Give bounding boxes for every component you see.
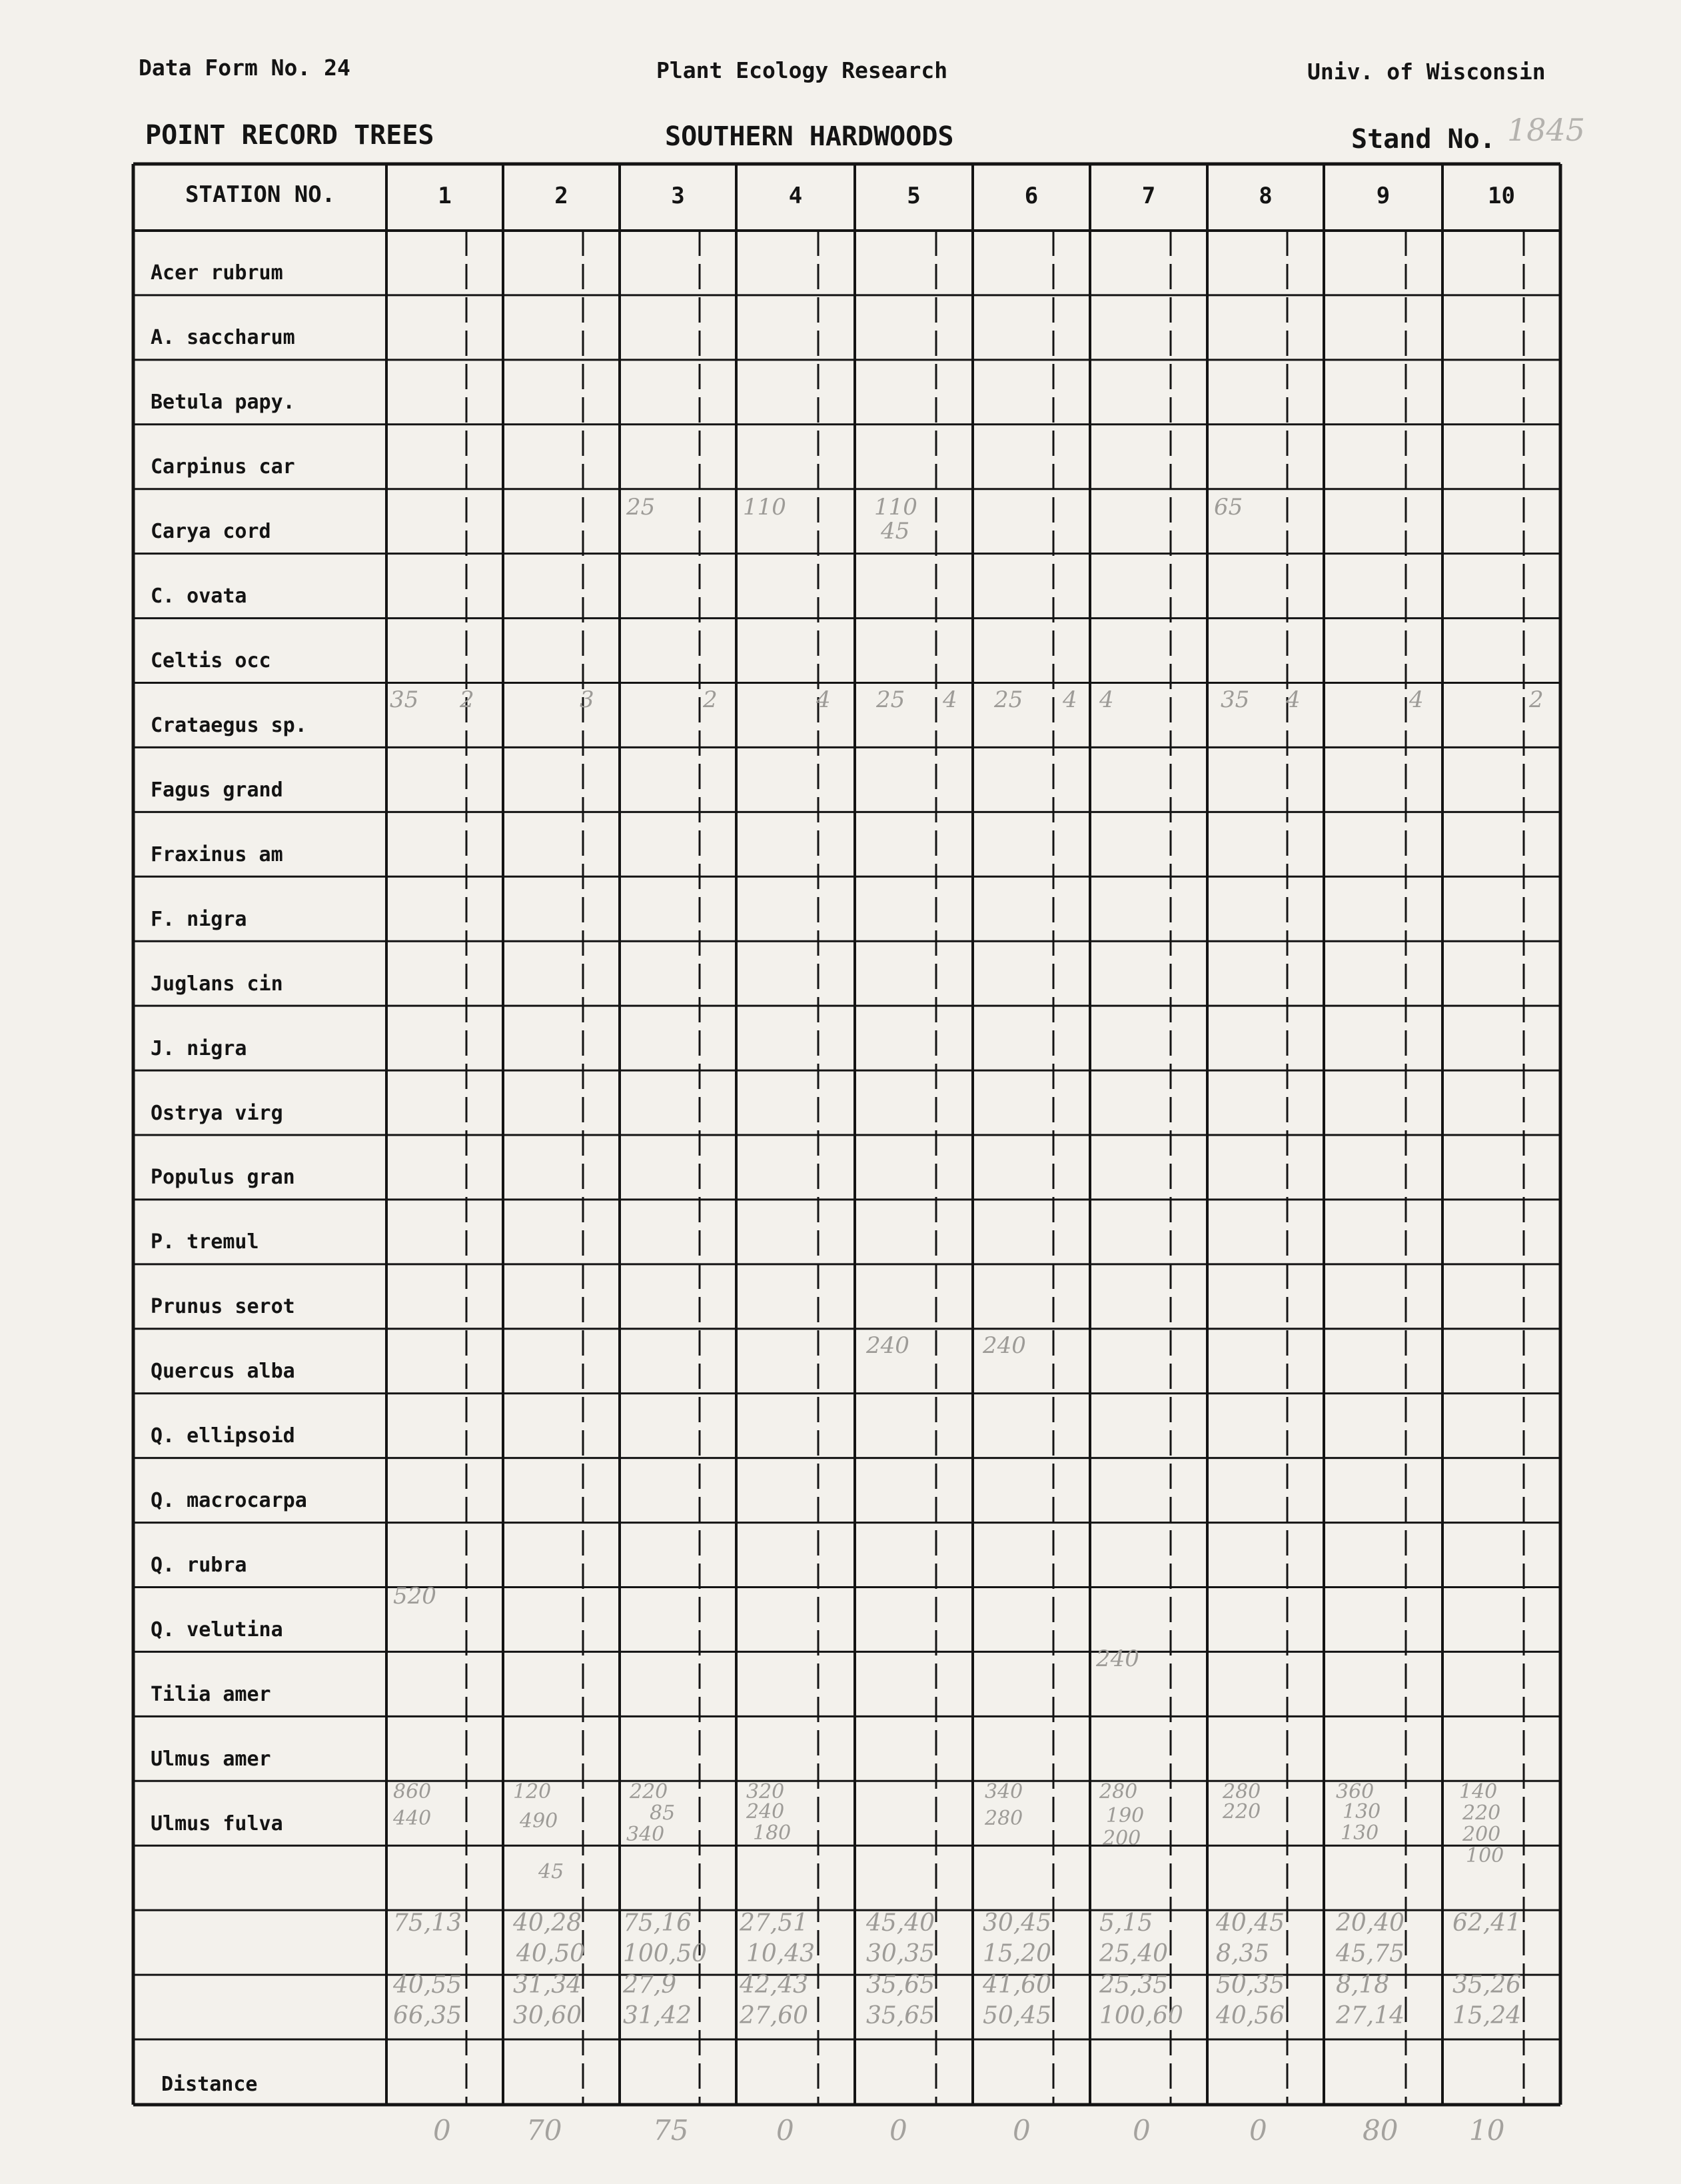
handwritten-entry: 27,14 (1336, 2002, 1405, 2030)
bottom-total: 0 (1249, 2114, 1267, 2147)
station-column-9: 9 (1376, 183, 1391, 209)
handwritten-entry: 35,65 (866, 2002, 935, 2030)
handwritten-entry: 100,50 (623, 1940, 707, 1968)
handwritten-entry: 340 (985, 1780, 1023, 1804)
species-row-label: C. ovata (151, 584, 247, 608)
handwritten-entry: 240 (1096, 1645, 1139, 1673)
bottom-total: 80 (1363, 2114, 1399, 2147)
handwritten-entry: 100,60 (1099, 2002, 1183, 2030)
handwritten-entry: 340 (626, 1823, 665, 1847)
handwritten-entry: 31,34 (513, 1971, 582, 1999)
handwritten-entry: 360 (1336, 1780, 1375, 1804)
stand-number-handwritten: 1845 (1507, 112, 1586, 148)
species-row-label: J. nigra (151, 1036, 247, 1060)
handwritten-entry: 4 (1409, 686, 1424, 713)
handwritten-entry: 35 (390, 686, 419, 713)
bottom-total: 0 (776, 2114, 794, 2147)
species-row-label: F. nigra (151, 907, 247, 931)
bottom-total: 10 (1469, 2114, 1505, 2147)
handwritten-entry: 220 (1462, 1801, 1501, 1825)
handwritten-entry: 27,9 (623, 1971, 677, 1999)
handwritten-entry: 85 (650, 1801, 676, 1825)
handwritten-entry: 240 (866, 1332, 909, 1359)
handwritten-entry: 4 (1099, 686, 1114, 713)
handwritten-entry: 75,16 (623, 1909, 692, 1937)
handwritten-entry: 30,60 (513, 2002, 582, 2030)
handwritten-entry: 240 (983, 1332, 1026, 1359)
handwritten-entry: 140 (1459, 1780, 1498, 1804)
handwritten-entry: 50,35 (1216, 1971, 1285, 1999)
handwritten-entry: 110 (743, 493, 786, 521)
handwritten-entry: 40,55 (393, 1971, 462, 1999)
handwritten-entry: 50,45 (983, 2002, 1052, 2030)
handwritten-entry: 2 (460, 686, 474, 713)
bottom-total: 0 (1013, 2114, 1031, 2147)
handwritten-entry: 65 (1214, 493, 1243, 521)
species-row-label: A. saccharum (151, 326, 295, 350)
station-column-1: 1 (438, 183, 452, 209)
bottom-total: 70 (526, 2114, 562, 2147)
species-row-label: Fraxinus am (151, 842, 283, 866)
station-header: STATION NO. (185, 181, 336, 208)
station-column-2: 2 (554, 183, 568, 209)
species-row-label: Ulmus amer (151, 1747, 271, 1771)
handwritten-entry: 25 (994, 686, 1023, 713)
handwritten-entry: 190 (1106, 1804, 1145, 1828)
handwritten-entry: 20,40 (1336, 1909, 1405, 1937)
handwritten-entry: 25 (876, 686, 905, 713)
handwritten-entry: 5,15 (1099, 1909, 1153, 1937)
species-row-label: P. tremul (151, 1230, 259, 1254)
handwritten-entry: 30,35 (866, 1940, 935, 1968)
handwritten-entry: 25,40 (1099, 1940, 1169, 1968)
form-number: Data Form No. 24 (139, 55, 350, 81)
species-row-label: Betula papy. (151, 391, 295, 415)
handwritten-entry: 15,20 (983, 1940, 1052, 1968)
species-row-label: Ostrya virg (151, 1101, 283, 1125)
handwritten-entry: 180 (753, 1821, 792, 1845)
handwritten-entry: 130 (1343, 1800, 1381, 1824)
handwritten-entry: 200 (1462, 1823, 1501, 1847)
handwritten-entry: 15,24 (1452, 2002, 1522, 2030)
handwritten-entry: 35,65 (866, 1971, 935, 1999)
handwritten-entry: 40,45 (1216, 1909, 1285, 1937)
species-row-label: Quercus alba (151, 1360, 295, 1384)
species-row-label: Q. rubra (151, 1554, 247, 1578)
handwritten-entry: 35 (1221, 686, 1250, 713)
handwritten-entry: 520 (393, 1582, 436, 1610)
handwritten-entry: 40,28 (513, 1909, 582, 1937)
handwritten-entry: 120 (513, 1780, 552, 1804)
species-row-label: Q. ellipsoid (151, 1424, 295, 1448)
bottom-total: 0 (1133, 2114, 1151, 2147)
station-column-5: 5 (907, 183, 921, 209)
handwritten-entry: 27,60 (740, 2002, 809, 2030)
handwritten-entry: 110 (874, 493, 917, 521)
handwritten-entry: 4 (816, 686, 831, 713)
handwritten-entry: 220 (630, 1780, 668, 1804)
handwritten-entry: 320 (746, 1780, 785, 1804)
species-row-label: Tilia amer (151, 1682, 271, 1706)
handwritten-entry: 62,41 (1452, 1909, 1522, 1937)
handwritten-entry: 30,45 (983, 1909, 1052, 1937)
handwritten-entry: 130 (1341, 1821, 1379, 1845)
handwritten-entry: 4 (1286, 686, 1301, 713)
bottom-total: 75 (653, 2114, 689, 2147)
handwritten-entry: 3 (580, 686, 594, 713)
handwritten-entry: 440 (393, 1807, 432, 1831)
bottom-total: 0 (433, 2114, 451, 2147)
distance-row-label: Distance (161, 2073, 258, 2096)
bottom-total: 0 (889, 2114, 907, 2147)
species-row-label: Fagus grand (151, 778, 283, 802)
handwritten-entry: 45 (881, 517, 910, 545)
handwritten-entry: 40,50 (516, 1940, 586, 1968)
station-column-4: 4 (788, 183, 803, 209)
handwritten-entry: 42,43 (740, 1971, 809, 1999)
species-row-label: Populus gran (151, 1166, 295, 1190)
species-row-label: Q. velutina (151, 1618, 283, 1641)
handwritten-entry: 220 (1223, 1800, 1261, 1824)
species-row-label: Carpinus car (151, 455, 295, 479)
handwritten-entry: 8,35 (1216, 1940, 1270, 1968)
handwritten-entry: 4 (1063, 686, 1077, 713)
handwritten-entry: 280 (1223, 1780, 1261, 1804)
species-row-label: Acer rubrum (151, 261, 283, 285)
organization: Plant Ecology Research (656, 57, 948, 83)
record-title: POINT RECORD TREES (145, 120, 434, 151)
station-column-6: 6 (1024, 183, 1039, 209)
university: Univ. of Wisconsin (1307, 59, 1546, 85)
station-column-7: 7 (1141, 183, 1156, 209)
handwritten-entry: 240 (746, 1800, 785, 1824)
station-column-8: 8 (1259, 183, 1273, 209)
handwritten-entry: 2 (1529, 686, 1544, 713)
handwritten-entry: 35,26 (1452, 1971, 1522, 1999)
handwritten-entry: 45 (538, 1860, 564, 1884)
station-column-3: 3 (671, 183, 685, 209)
handwritten-entry: 100 (1466, 1844, 1504, 1868)
handwritten-entry: 75,13 (393, 1909, 462, 1937)
handwritten-entry: 41,60 (983, 1971, 1052, 1999)
handwritten-entry: 490 (520, 1809, 558, 1833)
forest-type: SOUTHERN HARDWOODS (665, 121, 954, 152)
handwritten-entry: 10,43 (746, 1940, 816, 1968)
species-row-label: Crataegus sp. (151, 713, 307, 737)
stand-label: Stand No. (1351, 124, 1496, 155)
handwritten-entry: 25 (626, 493, 656, 521)
species-row-label: Carya cord (151, 520, 271, 544)
handwritten-entry: 31,42 (623, 2002, 692, 2030)
handwritten-entry: 25,35 (1099, 1971, 1169, 1999)
species-row-label: Celtis occ (151, 649, 271, 673)
handwritten-entry: 40,56 (1216, 2002, 1285, 2030)
handwritten-entry: 45,75 (1336, 1940, 1405, 1968)
station-column-10: 10 (1488, 183, 1515, 209)
handwritten-entry: 8,18 (1336, 1971, 1390, 1999)
handwritten-entry: 66,35 (393, 2002, 462, 2030)
species-row-label: Juglans cin (151, 972, 283, 996)
species-row-label: Prunus serot (151, 1295, 295, 1319)
handwritten-entry: 45,40 (866, 1909, 935, 1937)
handwritten-entry: 200 (1103, 1827, 1141, 1851)
handwritten-entry: 860 (393, 1780, 432, 1804)
handwritten-entry: 280 (985, 1807, 1023, 1831)
species-row-label: Ulmus fulva (151, 1811, 283, 1835)
handwritten-entry: 27,51 (740, 1909, 809, 1937)
handwritten-entry: 4 (943, 686, 957, 713)
handwritten-entry: 280 (1099, 1780, 1138, 1804)
handwritten-entry: 2 (703, 686, 718, 713)
species-row-label: Q. macrocarpa (151, 1489, 307, 1513)
